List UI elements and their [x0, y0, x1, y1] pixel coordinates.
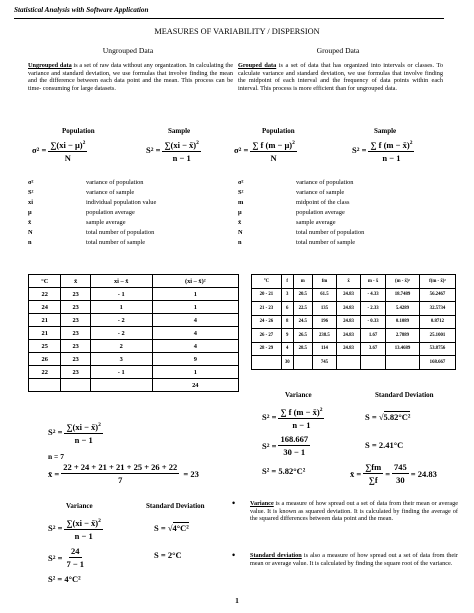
table-cell: 135: [312, 302, 336, 316]
ungrouped-table: [28, 274, 239, 392]
table-cell: 18.7489: [386, 288, 420, 302]
calc2-mean-formula: x̄ = $\frac{\sum fm}{\sum f}$ = $\frac{745}{30}$ = 24.83: [350, 462, 437, 485]
table-cell: 6: [281, 302, 293, 316]
table-cell: [252, 356, 282, 370]
calc2-sd-formula: S = √ 5.82°C²: [365, 411, 411, 422]
table-cell: 22: [29, 288, 61, 301]
table-cell: 23: [61, 314, 90, 327]
table-row: [252, 288, 456, 302]
table-cell: - 2: [90, 327, 152, 340]
legend-item: S² variance of sample: [28, 189, 135, 196]
table-cell: 9: [281, 329, 293, 343]
table-cell: 21 - 23: [252, 302, 282, 316]
legend-item: μ population average: [238, 209, 345, 216]
table-cell: 23: [61, 288, 90, 301]
table-cell: 2: [90, 340, 152, 353]
grouped-population-label: Population: [262, 127, 295, 135]
table-cell: 21: [29, 327, 61, 340]
table-cell: 30: [281, 356, 293, 370]
grouped-legend: [238, 178, 438, 248]
grouped-table: [251, 274, 456, 370]
table-cell: 3.67: [361, 342, 386, 356]
table-cell: 114: [312, 342, 336, 356]
table-row: [29, 353, 239, 366]
table-cell: 238.5: [312, 329, 336, 343]
page-number: 1: [235, 596, 239, 605]
table-row: [252, 342, 456, 356]
legend-item: σ² variance of population: [28, 179, 144, 186]
table-cell: 0.8712: [419, 315, 455, 329]
table-cell: 4: [152, 314, 238, 327]
table-cell: 4: [152, 340, 238, 353]
table-cell: 745: [312, 356, 336, 370]
table-cell: 196: [312, 315, 336, 329]
table-cell: 3: [281, 288, 293, 302]
table-cell: [90, 379, 152, 392]
table-cell: 22: [29, 366, 61, 379]
legend-item: m midpoint of the class: [238, 199, 350, 206]
table-cell: 24: [29, 301, 61, 314]
table-row: [29, 379, 239, 392]
table-cell: - 4.33: [361, 288, 386, 302]
legend-item: S² variance of sample: [238, 189, 345, 196]
table-cell: 4: [281, 342, 293, 356]
table-cell: 5.4289: [386, 302, 420, 316]
table-cell: 23: [61, 327, 90, 340]
table-row: [29, 314, 239, 327]
table-cell: 28 - 29: [252, 342, 282, 356]
grouped-sample-label: Sample: [374, 127, 397, 135]
table-cell: [386, 356, 420, 370]
legend-item: x̄ sample average: [238, 219, 336, 226]
table-cell: 32.5734: [419, 302, 455, 316]
legend-item: xi individual population value: [28, 199, 157, 206]
grouped-text: is a set of data that has organized into intervals or classes. To calculate variance and standard deviation, we use formulas that involve finding the midpoint of each interval and the frequency of data points within each interval. This process is more efficient than for ungrouped data.: [238, 62, 443, 92]
table-cell: - 1: [90, 288, 152, 301]
document-header-title: Statistical Analysis with Software Application: [14, 6, 149, 14]
table-cell: 25: [29, 340, 61, 353]
table-cell: 26.5: [293, 329, 312, 343]
calc1b-variance-sub: S 2 = $\frac{24}{7 - 1}$: [48, 546, 85, 569]
legend-item: x̄ sample average: [28, 219, 126, 226]
calc1b-variance-result: S² = 4°C²: [48, 574, 81, 584]
table-cell: 13.4689: [386, 342, 420, 356]
table-cell: 20 - 21: [252, 288, 282, 302]
table-cell: 24.83: [336, 315, 360, 329]
table-cell: [336, 356, 360, 370]
table-cell: [361, 356, 386, 370]
legend-item: σ² variance of population: [238, 179, 354, 186]
table-cell: 23: [61, 366, 90, 379]
table-cell: 23: [61, 301, 90, 314]
formula-ungrouped-sample: S 2 = $\frac{\sum(xi - x̄)^2}{n - 1}$: [146, 139, 199, 163]
table-cell: 23: [61, 340, 90, 353]
table-cell: - 2.33: [361, 302, 386, 316]
table-cell: 61.5: [312, 288, 336, 302]
table-cell: - 2: [90, 314, 152, 327]
table-row: [29, 301, 239, 314]
bullet-standard-deviation: Standard deviation is also a measure of how spread out a set of data from their mean or average value. It is calculated by finding the square root of the variance.: [250, 552, 458, 567]
table-cell: 168.667: [419, 356, 455, 370]
formula-ungrouped-population: σ 2 = $\frac{\sum(xi - \mu)^2}{N}$: [32, 139, 86, 163]
table-cell: 0.1089: [386, 315, 420, 329]
table-row: [29, 340, 239, 353]
calc1-sd-label: Standard Deviation: [146, 502, 205, 510]
table-cell: 24: [152, 379, 238, 392]
ungrouped-heading: Ungrouped Data: [102, 46, 154, 55]
calc1-variance-label: Variance: [66, 502, 93, 510]
table-row: [252, 315, 456, 329]
table-cell: [29, 379, 61, 392]
legend-item: n total number of sample: [28, 239, 146, 246]
formula-grouped-population: σ 2 = $\frac{\sum f (m - \mu)^2}{N}$: [234, 139, 295, 163]
grouped-heading: Grouped Data: [316, 46, 360, 55]
table-cell: 53.8756: [419, 342, 455, 356]
table-cell: 1: [90, 301, 152, 314]
table-cell: - 1: [90, 366, 152, 379]
table-cell: 21: [29, 314, 61, 327]
calc1b-sd-result: S = 2°C: [154, 550, 182, 560]
ungrouped-term: Ungrouped data: [28, 62, 72, 69]
calc1b-sd-formula: S = √ 4°C²: [154, 522, 189, 533]
ungrouped-sample-label: Sample: [168, 127, 191, 135]
table-cell: 24.83: [336, 342, 360, 356]
calc2-variance-result: S² = 5.82°C²: [262, 466, 306, 476]
table-cell: 1: [152, 301, 238, 314]
calc1-mean-formula: x̄ = $\frac{22 + 24 + 21 + 21 + 25 + 26 + 22}{7}$ = 23: [48, 462, 199, 485]
bullet-dot: •: [232, 498, 236, 508]
formula-grouped-sample: S 2 = $\frac{\sum f (m - x̄)^2}{n - 1}$: [352, 139, 413, 163]
bullet-dot: •: [232, 550, 236, 560]
table-cell: 22.5: [293, 302, 312, 316]
calc2-variance-label: Variance: [285, 391, 312, 399]
ungrouped-legend: [28, 178, 228, 248]
table-cell: 24 - 26: [252, 315, 282, 329]
calc2-variance-sub: S 2 = $\frac{168.667}{30 - 1}$: [262, 434, 309, 457]
calc2-variance-formula: S 2 = $\frac{\sum f (m - x̄)^2}{n - 1}$: [262, 406, 323, 430]
table-row: [29, 288, 239, 301]
table-cell: 24.83: [336, 329, 360, 343]
legend-item: μ population average: [28, 209, 135, 216]
table-cell: 9: [152, 353, 238, 366]
ungrouped-population-label: Population: [62, 127, 95, 135]
calc1-n: n = 7: [48, 452, 64, 461]
table-header-row: °C f m fm x̄ m - x̄ (m - x̄)² f(m - x̄)²: [252, 275, 456, 289]
page-title: MEASURES OF VARIABILITY / DISPERSION: [154, 27, 320, 36]
legend-item: n total number of sample: [238, 239, 356, 246]
table-cell: 20.5: [293, 288, 312, 302]
table-cell: 23: [61, 353, 90, 366]
table-row: [252, 302, 456, 316]
table-cell: 56.2467: [419, 288, 455, 302]
calc1b-variance-formula: S 2 = $\frac{\sum(xi - x̄)^2}{n - 1}$: [48, 517, 101, 541]
table-cell: [293, 356, 312, 370]
table-cell: 25.1001: [419, 329, 455, 343]
bullet-variance: Variance is a measure of how spread out a set of data from their mean or average value. It is known as squared deviation. It is calculated by finding the average of the squared differences between data point and the mean.: [250, 500, 458, 522]
table-cell: - 0.33: [361, 315, 386, 329]
table-cell: 24.5: [293, 315, 312, 329]
calc2-sd-result: S = 2.41°C: [365, 440, 404, 450]
table-row: [252, 356, 456, 370]
table-cell: 1.67: [361, 329, 386, 343]
table-cell: 3: [90, 353, 152, 366]
grouped-term: Grouped data: [238, 62, 277, 69]
ungrouped-paragraph: [28, 62, 233, 92]
table-cell: 1: [152, 288, 238, 301]
table-cell: 8: [281, 315, 293, 329]
table-cell: 26: [29, 353, 61, 366]
calc1-variance-formula: S 2 = $\frac{\sum(xi - x̄)^2}{n - 1}$: [48, 421, 101, 445]
header-rule: [14, 18, 444, 19]
table-cell: 28.5: [293, 342, 312, 356]
table-cell: 1: [152, 366, 238, 379]
table-row: [29, 366, 239, 379]
table-row: [252, 329, 456, 343]
grouped-paragraph: [238, 62, 443, 92]
table-cell: 24.83: [336, 288, 360, 302]
table-header-row: °C x̄ xi – x̄ (xi – x̄)²: [29, 275, 239, 288]
table-row: [29, 327, 239, 340]
table-cell: 2.7889: [386, 329, 420, 343]
table-cell: 26 - 27: [252, 329, 282, 343]
ungrouped-text: is a set of raw data without any organization. In calculating the variance and standard deviation, we use formulas that involve finding the mean and the difference between each data point and the mean. This process can be time- consuming for large datasets.: [28, 62, 233, 92]
table-cell: 4: [152, 327, 238, 340]
legend-item: N total number of population: [238, 229, 365, 236]
table-cell: [61, 379, 90, 392]
calc2-sd-label: Standard Deviation: [375, 391, 434, 399]
legend-item: N total number of population: [28, 229, 155, 236]
table-cell: 24.83: [336, 302, 360, 316]
